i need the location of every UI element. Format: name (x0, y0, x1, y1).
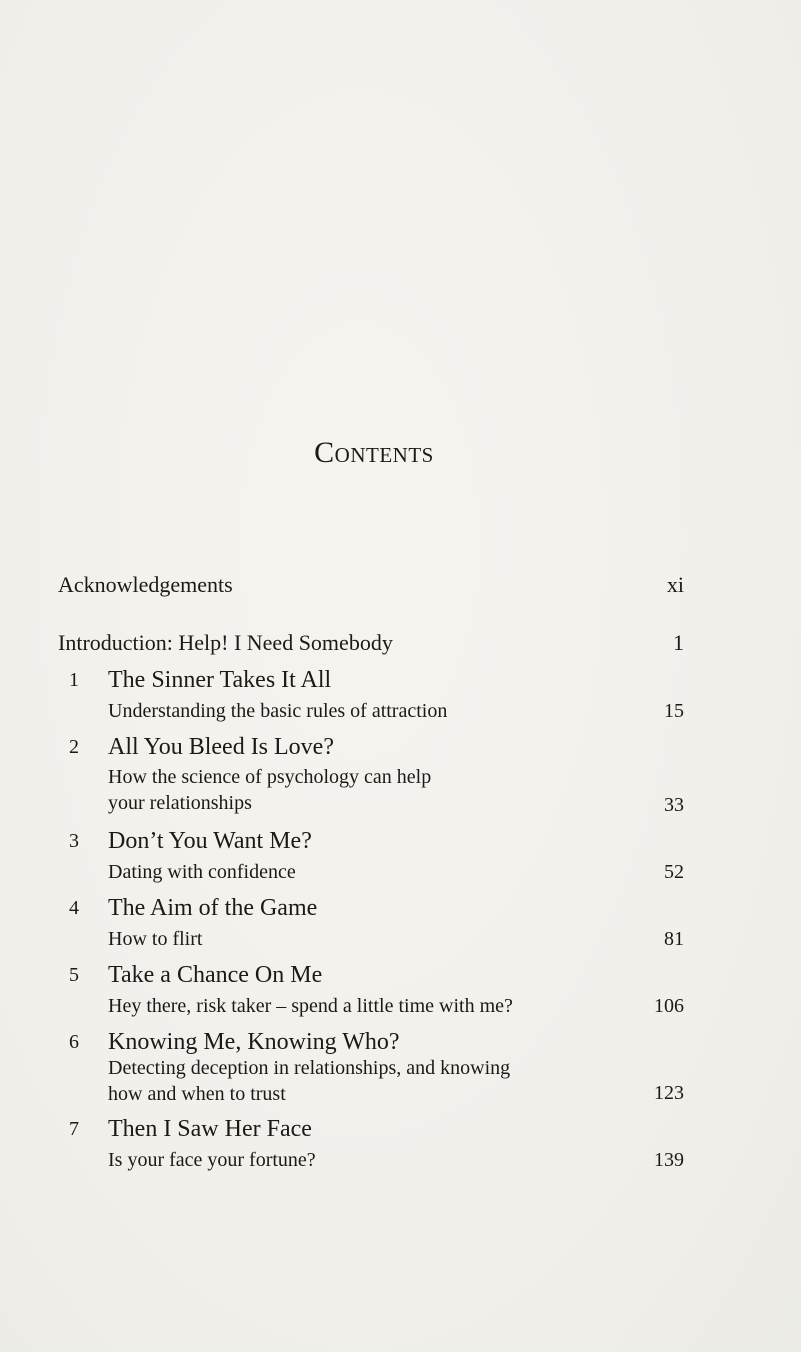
chapter-title: All You Bleed Is Love? (108, 734, 334, 760)
toc-entry-label: Introduction: Help! I Need Somebody (58, 630, 393, 655)
chapter-subtitle (108, 993, 628, 1019)
chapter-subtitle (108, 1055, 628, 1107)
chapter-number: 6 (69, 1031, 79, 1053)
chapter-page-number: 33 (664, 794, 684, 816)
toc-page-number: 1 (673, 630, 684, 655)
chapter-subtitle-line: Hey there, risk taker – spend a little time with me? (108, 995, 513, 1017)
chapter-subtitle-line: Detecting deception in relationships, and knowing (108, 1057, 511, 1079)
chapter-number: 5 (69, 964, 79, 986)
chapter-title: Then I Saw Her Face (108, 1116, 312, 1142)
chapter-subtitle (108, 698, 628, 724)
chapter-page-number: 139 (654, 1149, 684, 1171)
chapter-page-number: 15 (664, 700, 684, 722)
chapter-number: 4 (69, 897, 79, 919)
contents-title: Contents (314, 436, 434, 469)
chapter-subtitle-line: Dating with confidence (108, 861, 296, 883)
chapter-number: 7 (69, 1118, 79, 1140)
chapter-page-number: 106 (654, 995, 684, 1017)
chapter-subtitle-line: How to flirt (108, 928, 203, 950)
chapter-title: Take a Chance On Me (108, 962, 323, 988)
chapter-page-number: 81 (664, 928, 684, 950)
chapter-subtitle-line: your relationships (108, 792, 252, 814)
toc-entry-label: Acknowledgements (58, 572, 233, 597)
chapter-subtitle (108, 764, 628, 816)
chapter-title: The Aim of the Game (108, 895, 318, 921)
chapter-subtitle-line: how and when to trust (108, 1083, 286, 1105)
chapter-number: 1 (69, 669, 79, 691)
chapter-title: The Sinner Takes It All (108, 667, 332, 693)
chapter-subtitle-line: Is your face your fortune? (108, 1149, 316, 1171)
chapter-page-number: 52 (664, 861, 684, 883)
toc-page-number: xi (666, 572, 684, 597)
chapter-subtitle (108, 926, 628, 952)
chapter-subtitle (108, 1147, 628, 1173)
chapter-subtitle (108, 859, 628, 885)
chapter-subtitle-line: How the science of psychology can help (108, 766, 432, 788)
chapter-title: Don’t You Want Me? (108, 828, 312, 854)
chapter-subtitle-line: Understanding the basic rules of attraction (108, 700, 448, 722)
chapter-number: 2 (69, 736, 79, 758)
chapter-title: Knowing Me, Knowing Who? (108, 1029, 400, 1055)
chapter-page-number: 123 (654, 1082, 684, 1104)
chapter-number: 3 (69, 830, 79, 852)
